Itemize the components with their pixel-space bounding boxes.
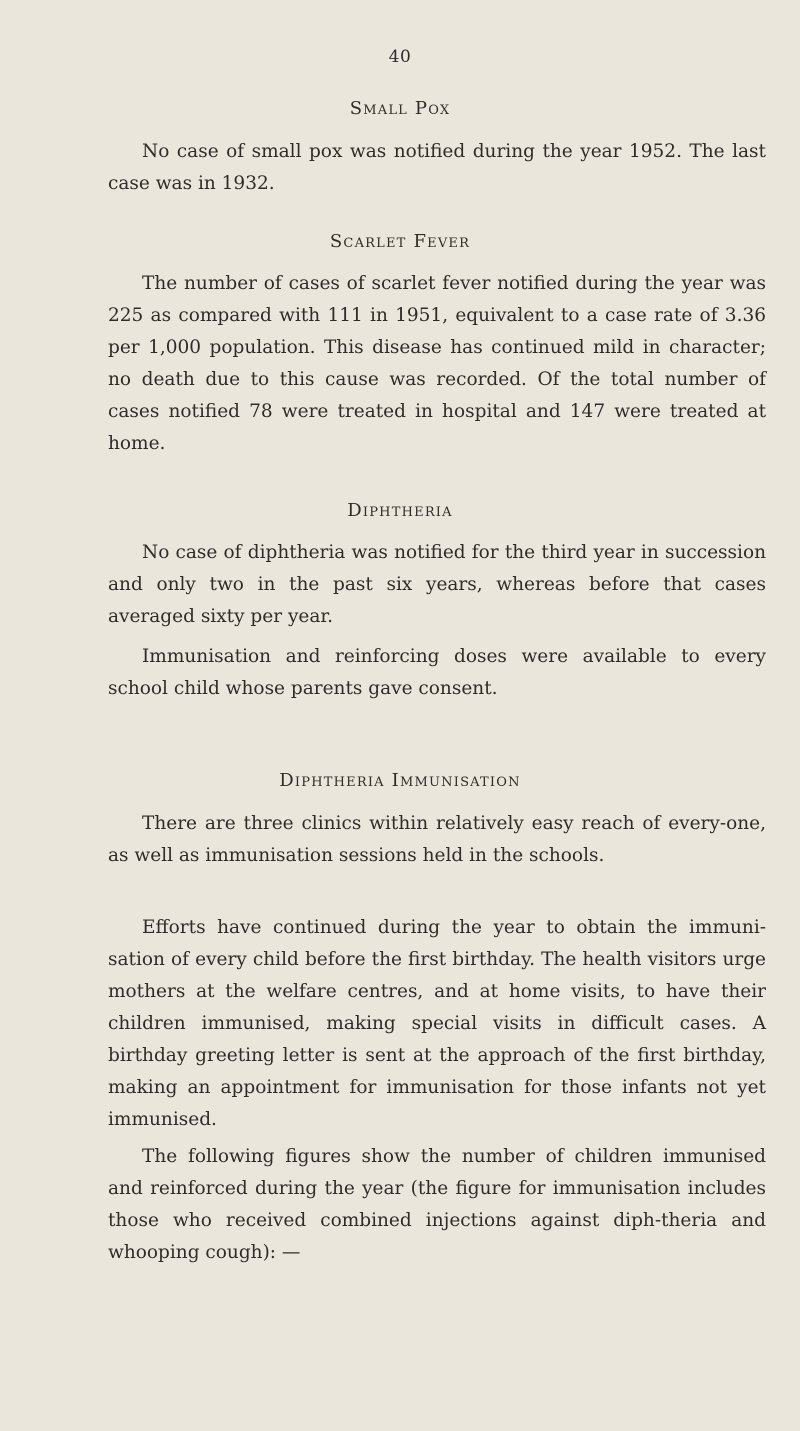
page-number: 40: [388, 47, 412, 67]
heading-diphtheria: Diphtheria: [347, 500, 453, 521]
heading-diphtheria-immunisation: Diphtheria Immunisation: [279, 770, 521, 791]
paragraph-diphtheria-1: No case of diphtheria was notified for the third year in succession and only two in the past six years, whereas before that cases averaged sixty per year.: [108, 542, 766, 627]
paragraph-immunisation-2: Efforts have continued during the year to obtain the immuni-sation of every child before the first birthday. The health visitors urge mothers at the welfare centres, and at home visits, to have their children immunised, making special visits in difficult cases. A birthday greeting letter is sent at the approach of the first birthday, making an appointment for immunisation for those infants not yet immunised.: [108, 917, 766, 1130]
heading-small-pox: Small Pox: [349, 98, 451, 119]
heading-scarlet-fever: Scarlet Fever: [329, 231, 471, 252]
paragraph-diphtheria-2: Immunisation and reinforcing doses were available to every school child whose parents gave consent.: [108, 646, 766, 699]
paragraph-small-pox: No case of small pox was notified during the year 1952. The last case was in 1932.: [108, 141, 766, 194]
paragraph-immunisation-1: There are three clinics within relatively easy reach of every-one, as well as immunisation sessions held in the schools.: [108, 813, 766, 866]
paragraph-immunisation-3: The following figures show the number of children immunised and reinforced during the year (the figure for immunisation includes those who received combined injections against diph-theria and whooping cough): —: [108, 1146, 766, 1263]
paragraph-scarlet-fever: The number of cases of scarlet fever notified during the year was 225 as compared with 111 in 1951, equivalent to a case rate of 3.36 per 1,000 population. This disease has continued mild in character; no death due to this cause was recorded. Of the total number of cases notified 78 were treated in hospital and 147 were treated at home.: [108, 273, 766, 454]
